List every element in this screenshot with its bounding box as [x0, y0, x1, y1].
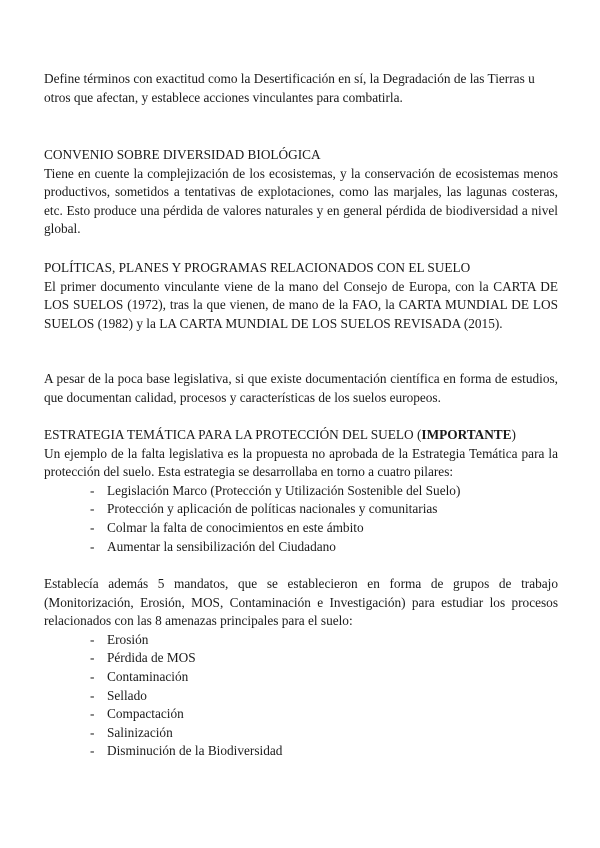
cdb-section — [44, 146, 558, 239]
politicas-section — [44, 259, 558, 333]
list-item: - Sellado — [44, 687, 558, 706]
list-item: - Compactación — [44, 705, 558, 724]
threats-list — [44, 631, 558, 761]
mandatos-paragraph: Establecía además 5 mandatos, que se establecieron en forma de grupos de trabajo (Monitorización, Erosión, MOS, Contaminación e Investigación) para estudiar los procesos relacionados con las 8 amenazas principales para el suelo: — [44, 576, 558, 629]
list-item: - Contaminación — [44, 668, 558, 687]
list-item: - Legislación Marco (Protección y Utilización Sostenible del Suelo) — [44, 482, 558, 501]
cdb-paragraph: Tiene en cuente la complejización de los ecosistemas, y la conservación de ecosistemas menos productivos, sometidos a tentativas de explotaciones, como las marjales, las lagunas costeras, etc. Esto produce una pérdida de valores naturales y en general pérdida de biodiversidad a nivel global. — [44, 165, 558, 237]
pillars-list — [44, 482, 558, 556]
list-item: - Colmar la falta de conocimientos en este ámbito — [44, 519, 558, 538]
list-item: - Salinización — [44, 724, 558, 743]
politicas-heading: POLÍTICAS, PLANES Y PROGRAMAS RELACIONADOS CON EL SUELO — [44, 260, 471, 275]
politicas-paragraph-2: A pesar de la poca base legislativa, si que existe documentación científica en forma de estudios, que documentan calidad, procesos y características de los suelos europeos. — [44, 371, 558, 405]
intro-section — [44, 70, 558, 107]
list-item: - Erosión — [44, 631, 558, 650]
politicas-paragraph-2-block — [44, 370, 558, 407]
politicas-paragraph-1: El primer documento vinculante viene de la mano del Consejo de Europa, con la CARTA DE LOS SUELOS (1972), tras la que vienen, de mano de la FAO, la CARTA MUNDIAL DE LOS SUELOS (1982) y la LA CARTA MUNDIAL DE LOS SUELOS REVISADA (2015). — [44, 278, 558, 331]
mandatos-section — [44, 575, 558, 761]
estrategia-heading-suffix: ) — [511, 427, 516, 442]
estrategia-heading-important: IMPORTANTE — [421, 427, 512, 442]
list-item: - Aumentar la sensibilización del Ciudadano — [44, 538, 558, 557]
estrategia-paragraph: Un ejemplo de la falta legislativa es la propuesta no aprobada de la Estrategia Temática para la protección del suelo. Esta estrategia se desarrollaba en torno a cuatro pilares: — [44, 445, 558, 480]
intro-paragraph: Define términos con exactitud como la Desertificación en sí, la Degradación de las Tierras u otros que afectan, y establece acciones vinculantes para combatirla. — [44, 71, 535, 105]
estrategia-heading — [44, 426, 558, 445]
list-item: - Disminución de la Biodiversidad — [44, 742, 558, 761]
estrategia-section — [44, 426, 558, 556]
list-item: - Protección y aplicación de políticas nacionales y comunitarias — [44, 500, 558, 519]
list-item: - Pérdida de MOS — [44, 649, 558, 668]
estrategia-heading-prefix: ESTRATEGIA TEMÁTICA PARA LA PROTECCIÓN DEL SUELO ( — [44, 427, 422, 442]
cdb-heading: CONVENIO SOBRE DIVERSIDAD BIOLÓGICA — [44, 147, 321, 162]
